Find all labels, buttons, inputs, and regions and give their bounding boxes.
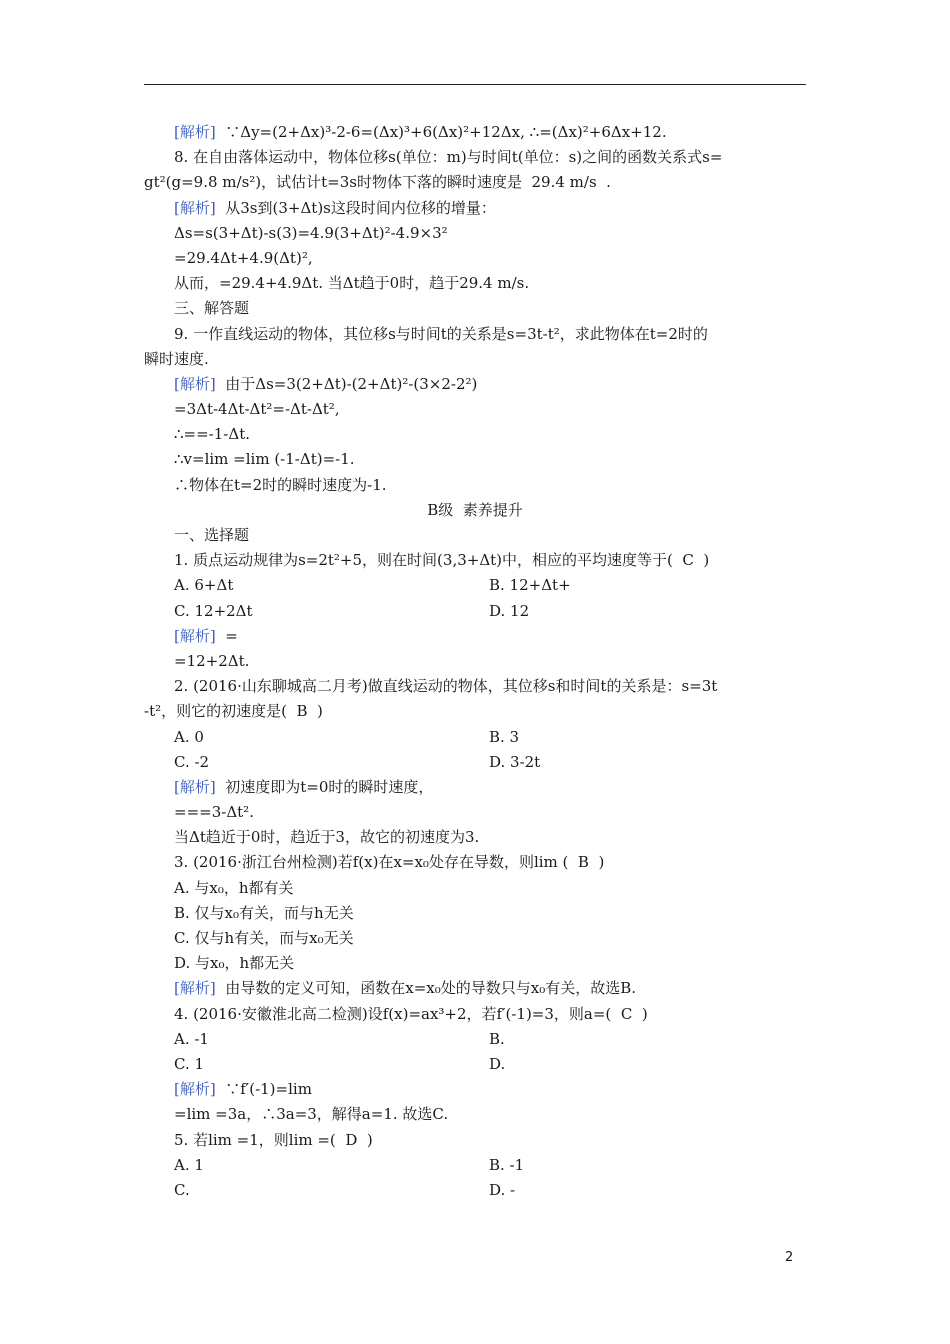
option-right: D. (489, 1054, 506, 1073)
line-text: ∵f′(-1)=lim (215, 1080, 312, 1099)
text-line (144, 649, 806, 674)
line-text: 3. (2016·浙江台州检测)若f(x)在x=x₀处存在导数，则lim ( B ) (174, 853, 605, 872)
text-line (144, 145, 806, 170)
option-left: C. 1 (174, 1054, 205, 1073)
line-text: =lim =3a，∴3a=3，解得a=1. 故选C. (174, 1105, 449, 1124)
text-line (144, 800, 806, 825)
text-line (144, 271, 806, 296)
line-text: ∴==-1-Δt. (174, 425, 250, 444)
line-text: 2. (2016·山东聊城高二月考)做直线运动的物体，其位移s和时间t的关系是：s=3t (174, 677, 718, 696)
text-line (144, 422, 806, 447)
options-row (144, 725, 806, 750)
line-text: C. 仅与h有关，而与x₀无关 (174, 929, 354, 947)
line-text: 5. 若lim =1，则lim =( D ) (174, 1130, 373, 1149)
options-row (144, 599, 806, 624)
line-text: 由导数的定义可知，函数在x=x₀处的导数只与x₀有关，故选B. (215, 979, 637, 998)
options-row (144, 750, 806, 775)
options-row (144, 1052, 806, 1077)
text-line (144, 901, 806, 926)
option-right: B. (489, 1029, 505, 1048)
analysis-tag: [解析] (174, 979, 216, 998)
text-line (144, 120, 806, 145)
line-text: 8. 在自由落体运动中，物体位移s(单位：m)与时间t(单位：s)之间的函数关系式s= (174, 148, 723, 167)
text-line (144, 1002, 806, 1027)
text-line (144, 347, 806, 372)
analysis-tag: [解析] (174, 1080, 216, 1099)
analysis-tag: [解析] (174, 198, 216, 217)
line-text: 由于Δs=3(2+Δt)-(2+Δt)²-(3×2-2²) (215, 374, 478, 393)
line-text: ∴物体在t=2时的瞬时速度为-1. (174, 475, 387, 494)
text-line (144, 322, 806, 347)
header-rule (144, 84, 806, 85)
line-text: 9. 一作直线运动的物体，其位移s与时间t的关系是s=3t-t²，求此物体在t=2时的 (174, 324, 708, 343)
line-text: 从而，=29.4+4.9Δt. 当Δt趋于0时，趋于29.4 m/s. (174, 274, 530, 293)
line-text: =12+2Δt. (174, 651, 250, 670)
line-text: A. 与x₀，h都有关 (174, 878, 294, 897)
analysis-tag: [解析] (174, 777, 216, 796)
options-row (144, 1153, 806, 1178)
text-line (144, 624, 806, 649)
text-line (144, 221, 806, 246)
line-text: 1. 质点运动规律为s=2t²+5，则在时间(3,3+Δt)中，相应的平均速度等于( C ) (174, 551, 710, 570)
options-row (144, 1178, 806, 1203)
section-heading (144, 498, 806, 523)
line-text: B级 素养提升 (427, 500, 523, 519)
text-line (144, 674, 806, 699)
page-number: 2 (785, 1250, 794, 1265)
line-text: = (215, 626, 238, 645)
option-left: A. 1 (174, 1155, 204, 1174)
text-line (144, 951, 806, 976)
line-text: 三、解答题 (174, 299, 250, 318)
option-right: B. 3 (489, 727, 520, 746)
line-text: 瞬时速度. (144, 349, 209, 368)
line-text: 一、选择题 (174, 526, 250, 544)
option-left: C. 12+2Δt (174, 601, 253, 620)
text-line (144, 548, 806, 573)
line-text: =3Δt-4Δt-Δt²=-Δt-Δt², (174, 400, 340, 419)
options-row (144, 1027, 806, 1052)
text-line (144, 473, 806, 498)
line-text: 当Δt趋近于0时，趋近于3，故它的初速度为3. (174, 828, 480, 847)
option-right: B. 12+Δt+ (489, 576, 571, 595)
text-line (144, 825, 806, 850)
option-left: A. 6+Δt (174, 576, 234, 595)
option-right: B. -1 (489, 1155, 525, 1174)
option-right: D. 3-2t (489, 752, 541, 771)
line-text: ===3-Δt². (174, 803, 254, 822)
text-line (144, 699, 806, 724)
option-left: A. 0 (174, 727, 204, 746)
text-line (144, 926, 806, 951)
option-left: A. -1 (174, 1029, 209, 1048)
line-text: Δs=s(3+Δt)-s(3)=4.9(3+Δt)²-4.9×3² (174, 223, 448, 242)
text-line (144, 397, 806, 422)
line-text: -t²，则它的初速度是( B ) (144, 702, 323, 721)
line-text: ∵Δy=(2+Δx)³-2-6=(Δx)³+6(Δx)²+12Δx, ∴=(Δx)²+6Δx+12. (215, 123, 667, 141)
text-line (144, 196, 806, 221)
text-line (144, 296, 806, 321)
text-line (144, 447, 806, 472)
option-left: C. (174, 1180, 190, 1199)
option-right: D. 12 (489, 601, 530, 620)
option-left: C. -2 (174, 752, 210, 771)
line-text: D. 与x₀，h都无关 (174, 954, 295, 973)
line-text: =29.4Δt+4.9(Δt)², (174, 248, 313, 267)
line-text: 从3s到(3+Δt)s这段时间内位移的增量： (215, 198, 496, 217)
line-text: 初速度即为t=0时的瞬时速度， (215, 777, 434, 796)
options-row (144, 573, 806, 598)
text-line (144, 1102, 806, 1127)
line-text: gt²(g=9.8 m/s²)，试估计t=3s时物体下落的瞬时速度是 29.4 m/s . (144, 173, 611, 192)
text-line (144, 876, 806, 901)
line-text: ∴v=lim =lim (-1-Δt)=-1. (174, 450, 355, 469)
text-line (144, 372, 806, 397)
analysis-tag: [解析] (174, 123, 216, 141)
text-line (144, 1128, 806, 1153)
analysis-tag: [解析] (174, 626, 216, 645)
text-line (144, 523, 806, 548)
analysis-tag: [解析] (174, 374, 216, 393)
line-text: 4. (2016·安徽淮北高二检测)设f(x)=ax³+2，若f′(-1)=3，则a=( C ) (174, 1004, 648, 1023)
text-line (144, 246, 806, 271)
text-line (144, 850, 806, 875)
text-line (144, 170, 806, 195)
document-body (144, 120, 806, 1203)
text-line (144, 1077, 806, 1102)
text-line (144, 775, 806, 800)
line-text: B. 仅与x₀有关，而与h无关 (174, 903, 354, 922)
text-line (144, 976, 806, 1001)
option-right: D. - (489, 1180, 516, 1199)
